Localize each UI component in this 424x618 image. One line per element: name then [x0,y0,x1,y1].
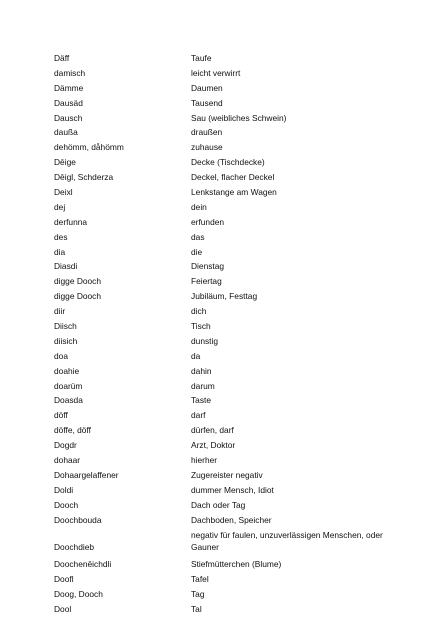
glossary-row [54,82,414,97]
translation: dich [191,306,207,317]
translation: Daumen [191,82,223,93]
glossary-row [54,275,414,290]
dialect-term: Doog, Dooch [54,589,103,600]
glossary-row [54,603,414,618]
dialect-term: dehömm, dåhömm [54,142,124,153]
glossary-row [54,216,414,231]
dialect-term: Dool [54,603,72,614]
dialect-term: Dausäd [54,97,83,108]
dialect-term: daußa [54,127,78,138]
glossary-row [54,260,414,275]
translation: draußen [191,127,223,138]
translation: erfunden [191,216,225,227]
dialect-term: Dämme [54,82,84,93]
dialect-term: Doochenēichdli [54,559,112,570]
dialect-term: Deixl [54,187,73,198]
dialect-term: digge Dooch [54,291,102,302]
glossary-row [54,156,414,171]
glossary-row [54,246,414,261]
translation: dahin [191,365,212,376]
translation: Lenkstange am Wagen [191,187,277,198]
glossary-row [54,112,414,127]
glossary-row [54,529,414,559]
glossary-row [54,97,414,112]
dialect-term: Dēigl, Schderza [54,172,114,183]
translation: dummer Mensch, Idiot [191,484,274,495]
dialect-term: Diasdi [54,261,78,272]
translation: Decke (Tischdecke) [191,157,265,168]
dialect-term: Dogdr [54,440,77,451]
dialect-term: dia [54,246,66,257]
dialect-term: Dausch [54,112,83,123]
glossary-row [54,469,414,484]
glossary-row [54,126,414,141]
translation: hierher [191,455,218,466]
dialect-term: dohaar [54,455,81,466]
translation: dürfen, darf [191,425,234,436]
translation: Tausend [191,97,223,108]
dialect-term: Doofl [54,574,74,585]
glossary-row [54,171,414,186]
translation: negativ für faulen, unzuverlässigen Menschen, oder Gauner [191,529,383,552]
dialect-term: Doochdieb [54,541,95,552]
translation: Deckel, flacher Deckel [191,172,275,183]
glossary-row [54,424,414,439]
glossary-row [54,335,414,350]
glossary-row [54,186,414,201]
glossary-row [54,439,414,454]
dialect-term: dej [54,201,66,212]
translation: Dachboden, Speicher [191,514,272,525]
translation: Tag [191,589,205,600]
translation: Taufe [191,53,212,63]
dialect-term: Dēige [54,157,76,168]
glossary-row [54,290,414,305]
dialect-term: Doasda [54,395,83,406]
glossary-row [54,558,414,573]
translation: zuhause [191,142,223,153]
dialect-term: doa [54,350,68,361]
translation: Zugereister negativ [191,469,263,480]
glossary-row [54,231,414,246]
glossary-row [54,514,414,529]
translation: dunstig [191,335,219,346]
glossary-row [54,484,414,499]
glossary-row [54,365,414,380]
dialect-term: diir [54,306,66,317]
translation: Stiefmütterchen (Blume) [191,559,282,570]
glossary-row [54,201,414,216]
dialect-term: Doldi [54,484,74,495]
glossary-row [54,499,414,514]
dialect-term: döffe, döff [54,425,91,436]
translation: Sau (weibliches Schwein) [191,112,287,123]
translation: Feiertag [191,276,222,287]
translation: Tisch [191,321,211,332]
dialect-term: digge Dooch [54,276,102,287]
translation: Tafel [191,574,209,585]
glossary-row [54,380,414,395]
dialect-term: des [54,231,68,242]
translation: Arzt, Doktor [191,440,236,451]
glossary-row [54,52,414,67]
glossary-row [54,454,414,469]
translation: Dienstag [191,261,225,272]
dialect-term: Dohaargelaffener [54,469,119,480]
glossary-row [54,573,414,588]
translation: Dach oder Tag [191,499,246,510]
glossary-row [54,350,414,365]
dialect-term: Doochbouda [54,514,102,525]
glossary-table [54,52,414,618]
translation: das [191,231,205,242]
dialect-term: döff [54,410,68,421]
translation: Taste [191,395,212,406]
dialect-term: damisch [54,67,86,78]
translation: Tal [191,603,202,614]
translation: darum [191,380,215,391]
dialect-term: diisich [54,335,78,346]
dialect-term: doarüm [54,380,83,391]
glossary-row [54,320,414,335]
dialect-term: Däff [54,53,70,63]
dialect-term: Diisch [54,321,77,332]
glossary-row [54,141,414,156]
translation: dein [191,201,207,212]
glossary-row [54,588,414,603]
translation: die [191,246,203,257]
dialect-term: Dooch [54,499,79,510]
dialect-term: derfunna [54,216,88,227]
translation: da [191,350,201,361]
glossary-row [54,394,414,409]
translation: darf [191,410,206,421]
translation: leicht verwirrt [191,67,241,78]
glossary-row [54,409,414,424]
translation: Jubiläum, Festtag [191,291,258,302]
glossary-row [54,67,414,82]
dialect-term: doahie [54,365,80,376]
glossary-row [54,305,414,320]
